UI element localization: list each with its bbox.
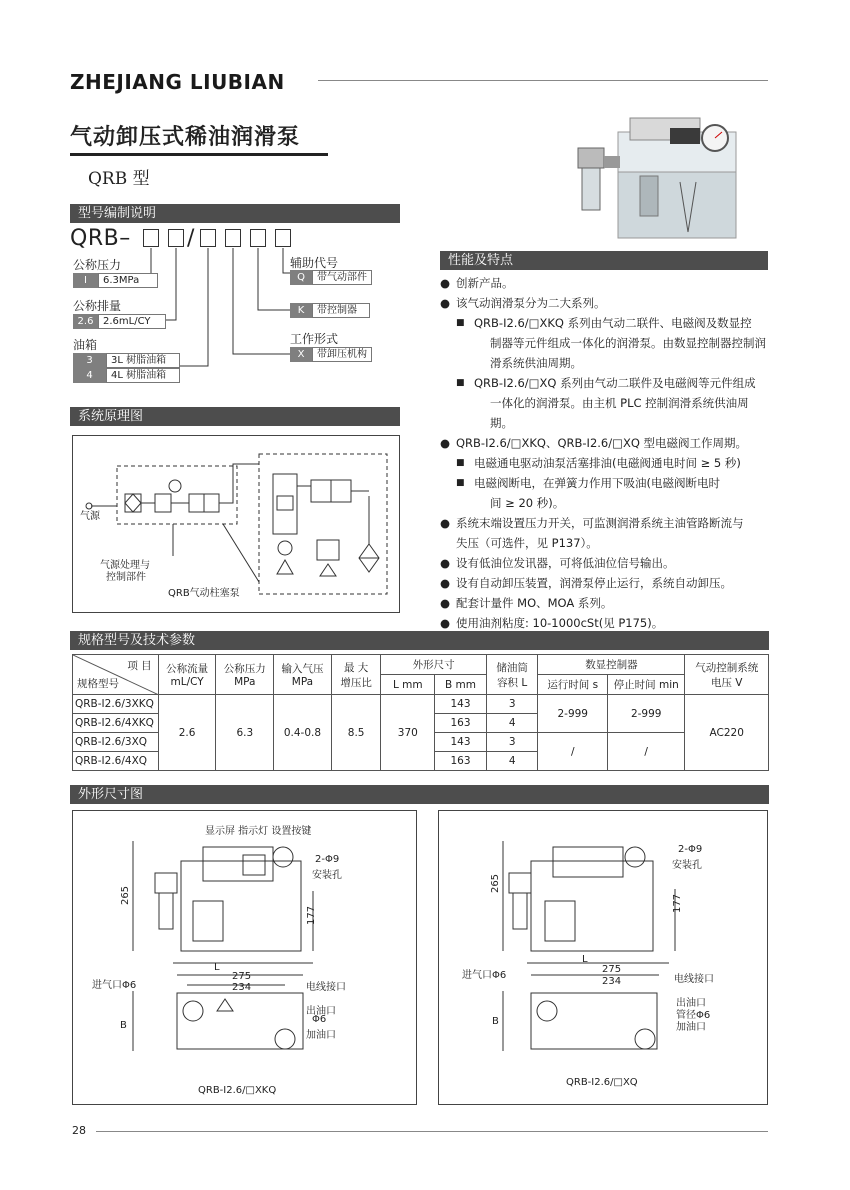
spec-table (72, 654, 769, 771)
cell-flow: 2.6 (158, 695, 216, 771)
label-outlet: 出油口 (306, 1006, 336, 1017)
caption-xkq: QRB-I2.6/□XKQ (198, 1085, 277, 1096)
feature-text: 该气动润滑泵分为二大系列。 (456, 296, 606, 310)
section-model-header: 型号编制说明 (70, 204, 400, 223)
dim-265-r: 265 (490, 873, 502, 894)
cell-volt: AC220 (685, 695, 769, 771)
label-holes-r: 2-Φ9 (678, 844, 703, 855)
dim-B: B (120, 1020, 127, 1031)
caption-xq: QRB-I2.6/□XQ (566, 1077, 638, 1088)
model-prefix: QRB– (70, 226, 131, 251)
value-form: 带卸压机构 (312, 347, 372, 362)
value-pressure: 6.3MPa (98, 273, 158, 288)
dim-177: 177 (306, 905, 318, 926)
header-ratio: 最 大 增压比 (331, 655, 381, 695)
label-aux: 辅助代号 (290, 256, 339, 270)
feature-text: QRB-I2.6/□XKQ、QRB-I2.6/□XQ 型电磁阀工作周期。 (456, 436, 748, 450)
page-subtitle: QRB 型 (88, 169, 150, 189)
label-air-processing-1: 气源处理与 (100, 560, 150, 571)
code-ctrl: K (290, 303, 312, 318)
header-L: L mm (381, 675, 435, 695)
dim-265: 265 (120, 885, 132, 906)
feature-text: 电磁阀断电，在弹簧力作用下吸油(电磁阀断电时 (474, 476, 720, 490)
value-aux: 带气动部件 (312, 270, 372, 285)
label-holes-2: 安装孔 (312, 870, 342, 881)
bullet-icon: ■ (456, 378, 465, 388)
feature-text: 创新产品。 (456, 276, 514, 290)
feature-text: 设有低油位发讯器，可将低油位信号输出。 (456, 556, 675, 570)
table-row-model: QRB-I2.6/4XKQ (73, 714, 159, 733)
header-run: 运行时间 s (538, 675, 608, 695)
cell-ratio: 8.5 (331, 695, 381, 771)
bullet-icon: ■ (456, 458, 465, 468)
cell-stop: / (607, 733, 684, 771)
feature-item (440, 273, 770, 293)
feature-item (440, 473, 770, 493)
code-box-3 (200, 229, 216, 247)
header-item: 项 目 (127, 660, 152, 672)
feature-item (440, 373, 770, 393)
header-dims: 外形尺寸 (381, 655, 486, 675)
feature-item (440, 433, 770, 453)
cell-tank: 4 (486, 714, 538, 733)
label-pressure: 公称压力 (73, 258, 122, 272)
cell-B: 163 (435, 714, 487, 733)
footer-divider (96, 1131, 768, 1132)
label-cable-r: 电线接口 (674, 974, 714, 985)
dim-234-r: 234 (602, 976, 622, 987)
bullet-icon: ● (440, 296, 451, 310)
label-fill: 加油口 (306, 1030, 336, 1041)
label-holes-r-2: 安装孔 (672, 860, 702, 871)
label-tank: 油箱 (73, 338, 98, 352)
label-outlet-r: 出油口 (676, 998, 706, 1009)
header-stop: 停止时间 min (607, 675, 684, 695)
code-box-2 (168, 229, 184, 247)
feature-text-continued: 间 ≥ 20 秒)。 (490, 496, 565, 510)
header-model: 规格型号 (77, 678, 119, 690)
value-ctrl: 带控制器 (312, 303, 370, 318)
feature-item (440, 573, 770, 593)
feature-text: 系统末端设置压力开关，可监测润滑系统主油管路断流与 (456, 516, 744, 530)
code-displacement: 2.6 (73, 314, 98, 329)
bullet-icon: ● (440, 556, 451, 570)
drawing-xkq (72, 810, 417, 1105)
label-displacement: 公称排量 (73, 299, 122, 313)
page-title: 气动卸压式稀油润滑泵 (70, 125, 301, 150)
brand-name: ZHEJIANG LIUBIAN (70, 70, 285, 94)
cell-L: 370 (381, 695, 435, 771)
code-box-4 (225, 229, 241, 247)
code-box-6 (275, 229, 291, 247)
dim-177-r: 177 (672, 893, 684, 914)
cell-B: 163 (435, 752, 487, 771)
code-tank-4: 4 (73, 368, 106, 383)
value-tank-4: 4L 树脂油箱 (106, 368, 180, 383)
value-displacement: 2.6mL/CY (98, 314, 166, 329)
feature-text: 电磁通电驱动油泵活塞排油(电磁阀通电时间 ≥ 5 秒) (474, 456, 741, 470)
bullet-icon: ■ (456, 478, 465, 488)
feature-item (440, 453, 770, 473)
cell-stop: 2-999 (607, 695, 684, 733)
header-air: 输入气压 MPa (274, 655, 332, 695)
value-tank-3: 3L 树脂油箱 (106, 353, 180, 368)
label-air-source: 气源 (80, 511, 100, 522)
label-inlet-r: 进气口Φ6 (462, 970, 507, 981)
drawing-xq (438, 810, 768, 1105)
bullet-icon: ● (440, 596, 451, 610)
label-top: 显示屏 指示灯 设置按键 (205, 826, 312, 837)
cell-tank: 3 (486, 733, 538, 752)
feature-text-continued: 失压（可选件，见 P137）。 (456, 536, 598, 550)
label-form: 工作形式 (290, 332, 339, 346)
cell-tank: 3 (486, 695, 538, 714)
feature-text: QRB-I2.6/□XQ 系列由气动二联件及电磁阀等元件组成 (474, 376, 756, 390)
cell-air: 0.4-0.8 (274, 695, 332, 771)
code-pressure: I (73, 273, 98, 288)
bullet-icon: ■ (456, 318, 465, 328)
feature-text: 设有自动卸压装置，润滑泵停止运行，系统自动卸压。 (456, 576, 732, 590)
feature-item (440, 593, 770, 613)
table-row-model: QRB-I2.6/3XQ (73, 733, 159, 752)
bullet-icon: ● (440, 436, 451, 450)
code-aux: Q (290, 270, 312, 285)
label-holes: 2-Φ9 (315, 854, 340, 865)
feature-text: 使用油剂粘度: 10-1000cSt(见 P175)。 (456, 616, 664, 630)
label-pump: QRB气动柱塞泵 (168, 588, 240, 599)
bullet-icon: ● (440, 516, 451, 530)
label-inlet: 进气口Φ6 (92, 980, 137, 991)
feature-item (440, 293, 770, 313)
label-air-processing-2: 控制部件 (106, 572, 146, 583)
product-photo (560, 112, 740, 254)
header-divider (318, 80, 768, 81)
label-cable: 电线接口 (306, 982, 346, 993)
cell-pressure: 6.3 (216, 695, 274, 771)
feature-text: 配套计量件 MO、MOA 系列。 (456, 596, 613, 610)
cell-tank: 4 (486, 752, 538, 771)
feature-text-continued: 一体化的润滑泵。由主机 PLC 控制润滑系统供油周期。 (490, 396, 749, 430)
label-outlet-d: Φ6 (312, 1014, 327, 1025)
header-ctrl: 数显控制器 (538, 655, 685, 675)
cell-run: / (538, 733, 608, 771)
feature-item (440, 613, 770, 633)
dim-L-r: L (582, 954, 588, 965)
code-form: X (290, 347, 312, 362)
code-box-5 (250, 229, 266, 247)
header-flow: 公称流量 mL/CY (158, 655, 216, 695)
label-fill-r: 加油口 (676, 1022, 706, 1033)
table-row-model: QRB-I2.6/3XKQ (73, 695, 159, 714)
dim-B-r: B (492, 1016, 499, 1027)
model-slash: / (187, 226, 195, 251)
header-tank: 储油筒 容积 L (486, 655, 538, 695)
section-dims-header: 外形尺寸图 (70, 785, 769, 804)
feature-list (440, 273, 770, 633)
label-outlet-d-r: 管径Φ6 (676, 1010, 711, 1021)
feature-text: QRB-I2.6/□XKQ 系列由气动二联件、电磁阀及数显控 (474, 316, 752, 330)
feature-text-continued: 制器等元件组成一体化的润滑泵。由数显控制器控制润 (490, 336, 766, 350)
code-tank-3: 3 (73, 353, 106, 368)
cell-B: 143 (435, 695, 487, 714)
section-spec-header: 规格型号及技术参数 (70, 631, 769, 650)
header-B: B mm (435, 675, 487, 695)
feature-item (440, 313, 770, 333)
feature-item (440, 553, 770, 573)
section-features-header: 性能及特点 (440, 251, 768, 270)
code-box-1 (143, 229, 159, 247)
dim-234: 234 (232, 982, 252, 993)
header-volt: 气动控制系统 电压 V (685, 655, 769, 695)
title-underline (70, 153, 328, 156)
bullet-icon: ● (440, 576, 451, 590)
header-diagonal-cell (73, 655, 159, 695)
bullet-icon: ● (440, 616, 451, 630)
bullet-icon: ● (440, 276, 451, 290)
dim-L: L (214, 962, 220, 973)
page-number: 28 (72, 1124, 86, 1137)
feature-item (440, 513, 770, 533)
dim-275: 275 (232, 971, 252, 982)
table-row-model: QRB-I2.6/4XQ (73, 752, 159, 771)
feature-text-continued: 滑系统供油周期。 (490, 356, 582, 370)
cell-run: 2-999 (538, 695, 608, 733)
header-pressure: 公称压力 MPa (216, 655, 274, 695)
section-principle-header: 系统原理图 (70, 407, 400, 426)
dim-275-r: 275 (602, 964, 622, 975)
cell-B: 143 (435, 733, 487, 752)
